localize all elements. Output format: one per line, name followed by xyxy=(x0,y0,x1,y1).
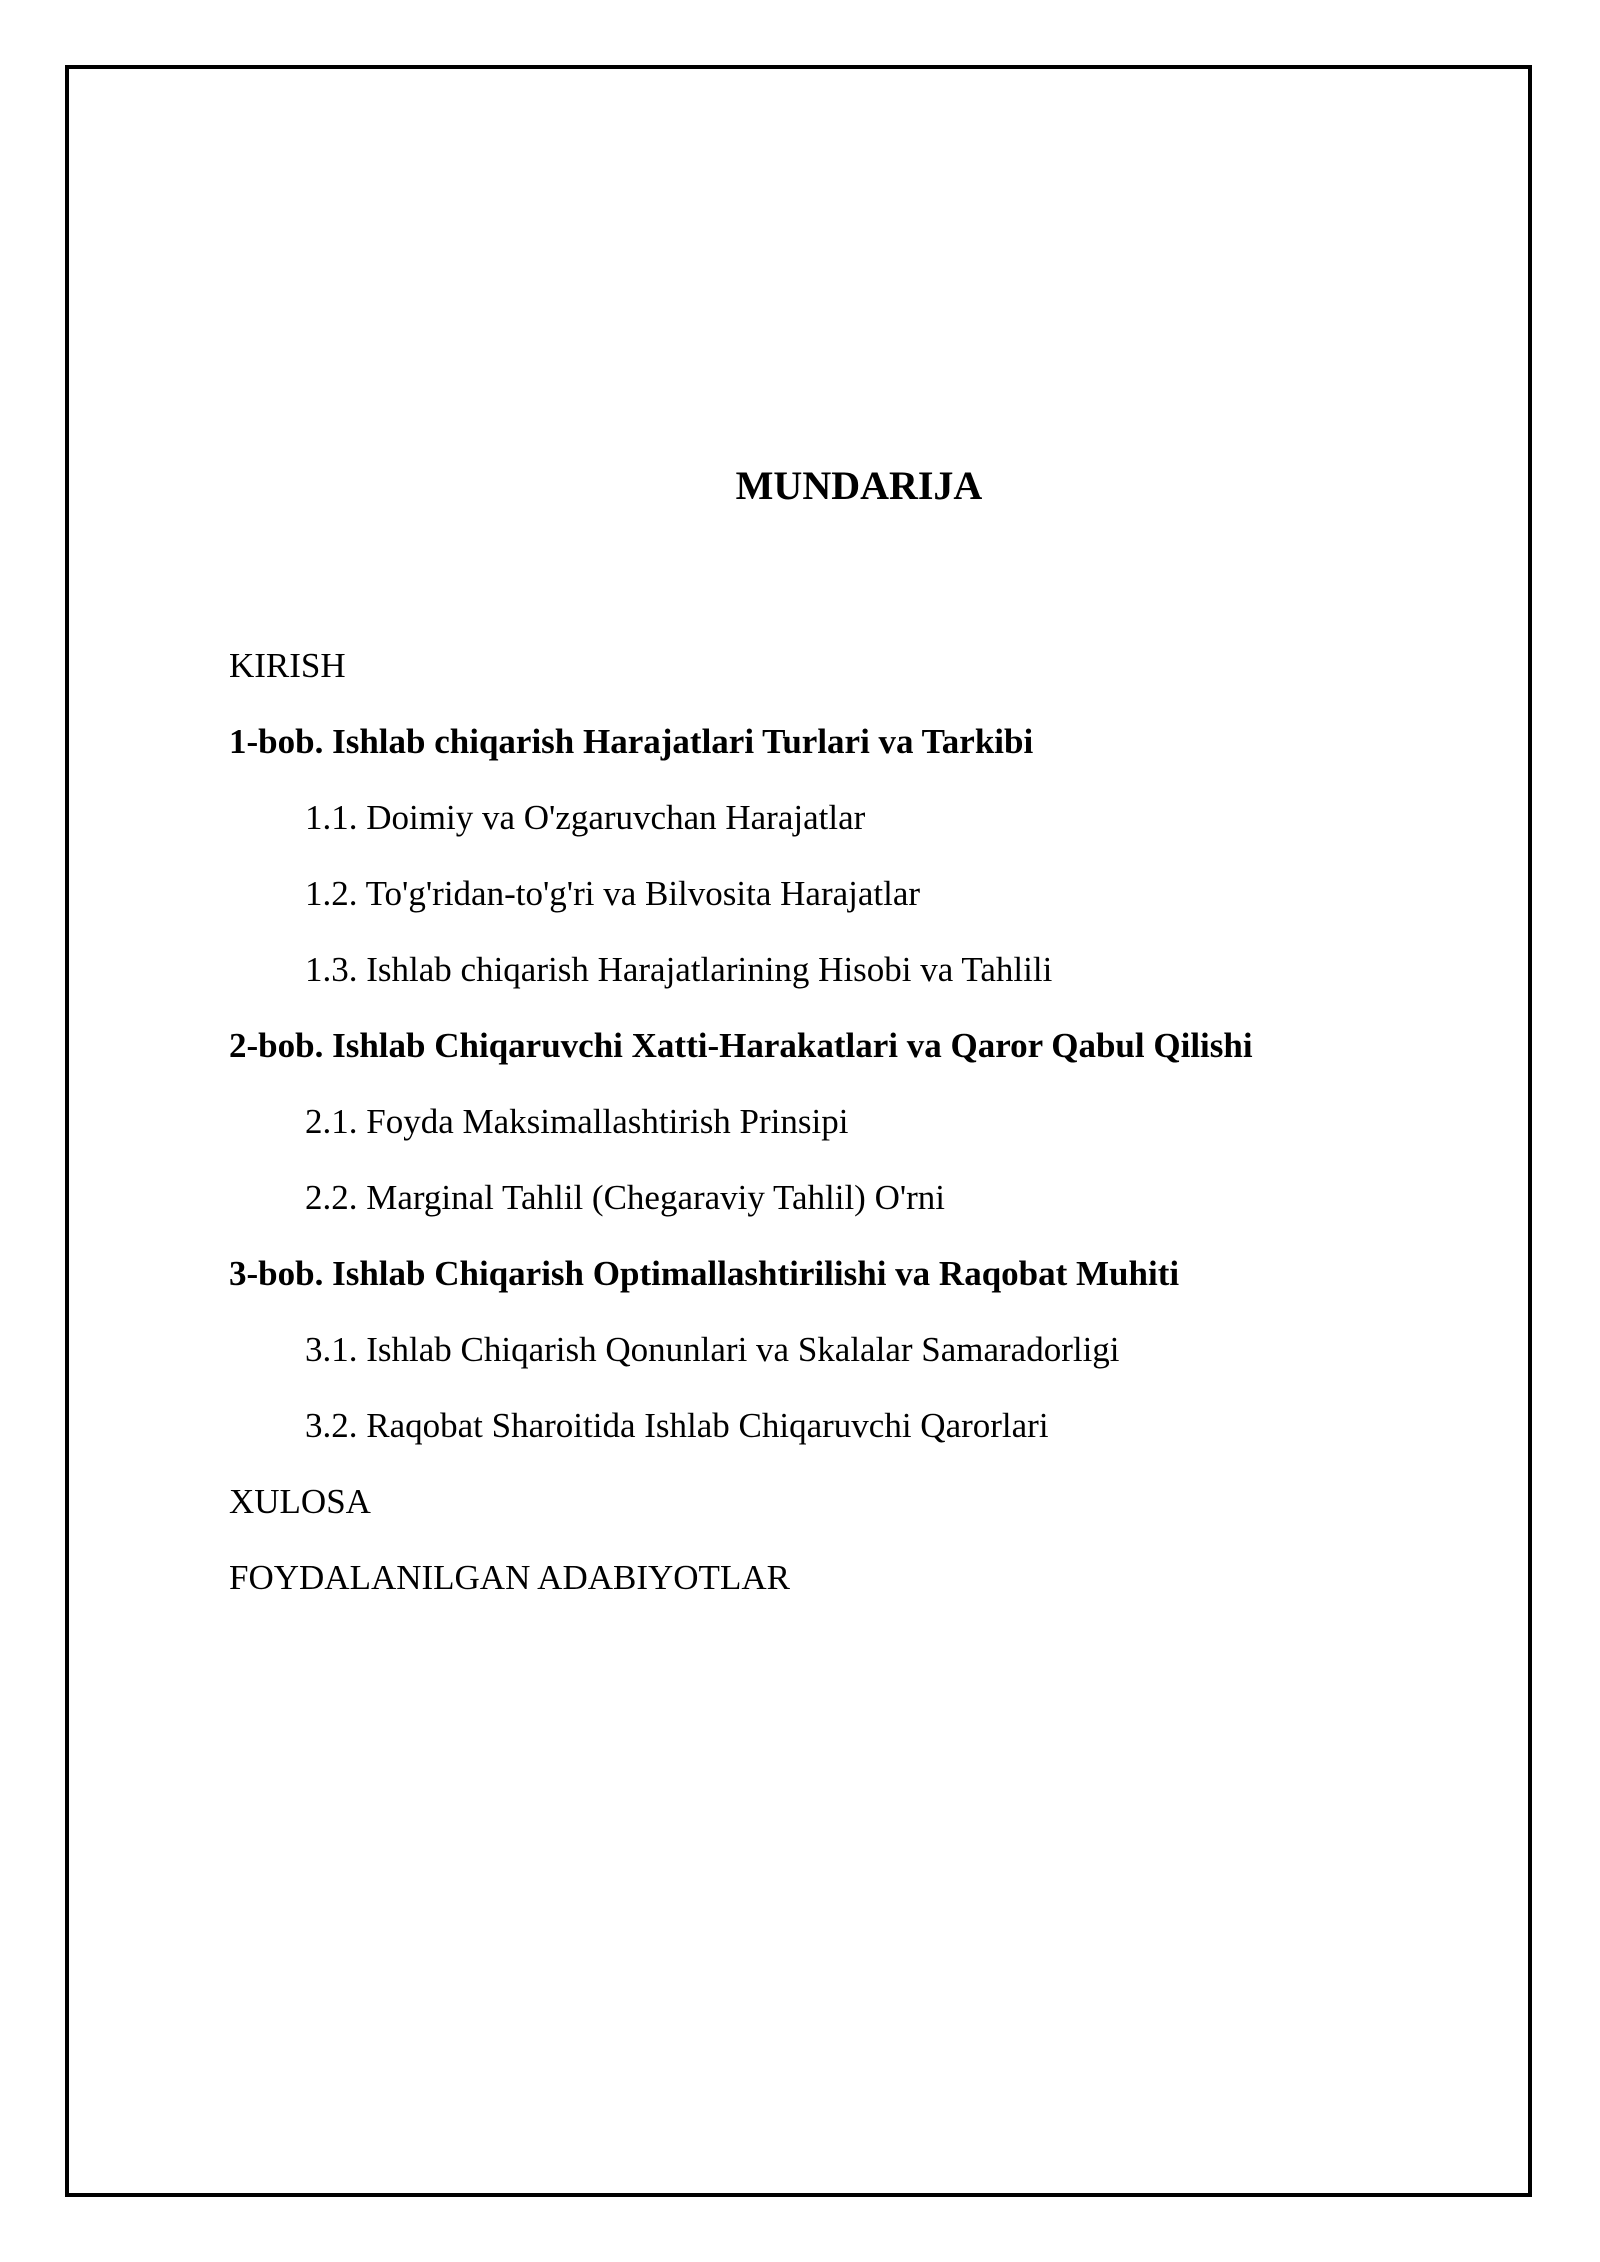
toc-entry-chapter-1: 1-bob. Ishlab chiqarish Harajatlari Turlari va Tarkibi xyxy=(229,722,1034,761)
toc-title: MUNDARIJA xyxy=(735,463,983,508)
toc-entry-chapter-2: 2-bob. Ishlab Chiqaruvchi Xatti-Harakatlari va Qaror Qabul Qilishi xyxy=(229,1026,1253,1065)
toc-entry-adabiyotlar: FOYDALANILGAN ADABIYOTLAR xyxy=(229,1558,790,1597)
toc-entry-section-2-1: 2.1. Foyda Maksimallashtirish Prinsipi xyxy=(305,1102,849,1141)
toc-entry-xulosa: XULOSA xyxy=(229,1482,371,1521)
toc-entry-chapter-3: 3-bob. Ishlab Chiqarish Optimallashtirilishi va Raqobat Muhiti xyxy=(229,1254,1180,1293)
toc-entry-section-1-1: 1.1. Doimiy va O'zgaruvchan Harajatlar xyxy=(305,798,866,837)
toc-entry-section-2-2: 2.2. Marginal Tahlil (Chegaraviy Tahlil) O'rni xyxy=(305,1178,946,1217)
toc-entry-kirish: KIRISH xyxy=(229,646,346,685)
toc-entry-section-3-1: 3.1. Ishlab Chiqarish Qonunlari va Skalalar Samaradorligi xyxy=(305,1330,1120,1369)
toc-entry-section-3-2: 3.2. Raqobat Sharoitida Ishlab Chiqaruvchi Qarorlari xyxy=(305,1406,1049,1445)
table-of-contents xyxy=(229,640,1253,1628)
toc-entry-section-1-3: 1.3. Ishlab chiqarish Harajatlarining Hisobi va Tahlili xyxy=(305,950,1053,989)
toc-entry-section-1-2: 1.2. To'g'ridan-to'g'ri va Bilvosita Harajatlar xyxy=(305,874,921,913)
